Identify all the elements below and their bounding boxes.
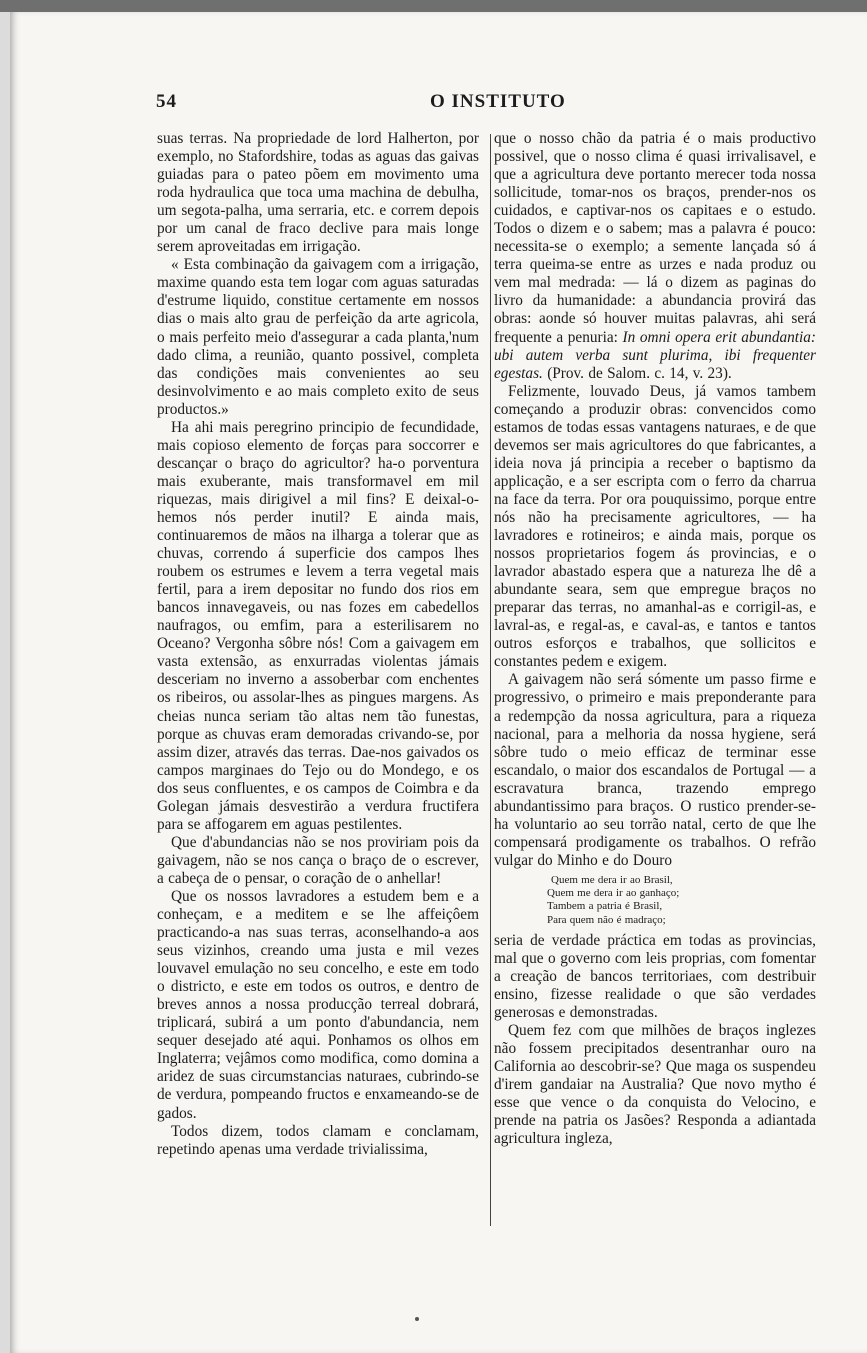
paragraph: A gaivagem não será sómente um passo firme e progressivo, o primeiro e mais preponderante para a redempção da nossa agricultura, para a riqueza nacional, para a melhoria da nossa hygiene, será sôbre tudo o meio efficaz de terminar esse escandalo, o maior dos escandalos de Portugal — a escravatura branca, trazendo emprego abundantissimo para braços. O rustico prender-se-ha voluntario ao seu torrão natal, certo de que lhe compensará prodigamente os trabalhos. O refrão vulgar do Minho e do Douro xyxy=(494,671,816,869)
paragraph: Ha ahi mais peregrino principio de fecundidade, mais copioso elemento de forças para soccorrer e descançar o braço do agricultor? ha-o porventura mais exuberante, mais transformavel em mil riquezas, mais dirigivel a mil fins? E deixal-o-hemos nós perder inutil? E ainda mais, continuaremos de mãos na ilharga a tolerar que as chuvas, correndo á superficie dos campos lhes roubem os estrumes e levem a terra vegetal mais fertil, para a irem depositar no fundo dos rios em bancos innavegaveis, ou nas fozes em cabedellos naufragos, ou emfim, para a esterilisarem no Oceano? Vergonha sôbre nós! Com a gaivagem em vasta extensão, as enxurradas violentas jámais desceriam no inverno a assoberbar com enchentes os ribeiros, ou assolar-lhes as pingues margens. As cheias nunca seriam tão altas nem tão funestas, porque as chuvas eram demoradas crivando-se, por assim dizer, através das terras. Dae-nos gaivados os campos marginaes do Tejo ou do Mondego, e os dos seus confluentes, e os campos de Coimbra e da Golegan jámais desvestirão a verdura fructifera para se affogarem em aguas pestilentes. xyxy=(157,418,479,833)
paragraph: Quem fez com que milhões de braços inglezes não fossem precipitados desentranhar ouro na California ao descobrir-se? Que maga os suspendeu d'irem gandaiar na Australia? Que novo mytho é esse que vence o da conquista do Velocino, e prende na patria os Jasões? Responda a adiantada agricultura ingleza, xyxy=(494,1021,816,1148)
paragraph-text: que o nosso chão da patria é o mais productivo possivel, que o nosso clima é quasi irrivalisavel, e que a agricultura deve portanto merecer toda nossa sollicitude, tomar-nos os braços, prender-nos os cuidados, e captivar-nos os capitaes e o estudo. Todos o dizem e o sabem; mas a palavra é pouco: necessita-se o exemplo; a semente lançada só á terra queima-se entre as urzes e nada produz ou vem mal medrada: — lá o dizem as paginas do livro da humanidade: a abundancia provirá das obras: aonde só houver muitas palavras, ahi será frequente a penuria: xyxy=(494,130,816,346)
paragraph: Que d'abundancias não se nos proviriam pois da gaivagem, não se nos cança o braço de o escrever, a cabeça de o pensar, o coração de o anhellar! xyxy=(157,833,479,887)
book-page xyxy=(10,12,867,1353)
paragraph: seria de verdade práctica em todas as provincias, mal que o governo com leis proprias, com fomentar a creação de bancos territoriaes, com destribuir ensino, fizesse realidade o que são verdades generosas e demonstradas. xyxy=(494,931,816,1021)
verse-line: Quem me dera ir ao ganhaço; xyxy=(547,887,680,900)
scan-edge xyxy=(0,0,867,12)
folk-verse xyxy=(547,873,816,927)
paragraph xyxy=(494,130,816,383)
bible-citation: (Prov. de Salom. c. 14, v. 23). xyxy=(547,364,732,382)
column-divider xyxy=(490,134,491,1226)
verse-line: Para quem não é madraço; xyxy=(547,913,666,926)
print-mark xyxy=(415,1317,419,1321)
verse-line: Tambem a patria é Brasil, xyxy=(547,900,663,913)
page-number: 54 xyxy=(156,91,177,112)
paragraph: « Esta combinação da gaivagem com a irrigação, maxime quando esta tem logar com aguas saturadas d'estrume liquido, constitue certamente em nossos dias o mais alto grau de perfeição da arte agricola, o mais perfeito meio d'assegurar a cada planta,'num dado clima, a reunião, quanto possivel, completa das condições mais convenientes ao seu desinvolvimento e ao mais completo exito de seus productos.» xyxy=(157,256,479,418)
left-column xyxy=(157,130,479,1159)
running-title: O INSTITUTO xyxy=(430,91,566,112)
paragraph: Todos dizem, todos clamam e conclamam, repetindo apenas uma verdade trivialissima, xyxy=(157,1122,479,1158)
verse-line: Quem me dera ir ao Brasil, xyxy=(551,873,673,886)
right-column xyxy=(494,130,816,1148)
paragraph: Que os nossos lavradores a estudem bem e a conheçam, e a meditem e se lhe affeiçôem practicando-a nas suas terras, aconselhando-a aos seus vizinhos, creando uma justa e mil vezes louvavel emulação no seu concelho, e este em todo o districto, e este em todos os outros, e dentro de breves annos a nossa producção terreal dobrará, triplicará, subirá a um ponto d'abundancia, nem sequer desejado até aqui. Ponhamos os olhos em Inglaterra; vejâmos como modifica, como domina a aridez de suas circumstancias naturaes, cubrindo-se de verdura, pompeando fructos e enxameando-se de gados. xyxy=(157,887,479,1122)
latin-quotation: In omni opera erit abundantia: ubi autem verba sunt plurima, ibi frequenter egestas. xyxy=(494,328,817,382)
paragraph: suas terras. Na propriedade de lord Halherton, por exemplo, no Stafordshire, todas as aguas das gaivas guiadas para o pateo põem em movimento uma roda hydraulica que toca uma machina de debulha, um segota-palha, uma serraria, etc. e correm depois por um canal de fraco declive para mais longe serem aproveitadas em irrigação. xyxy=(157,130,479,256)
paragraph: Felizmente, louvado Deus, já vamos tambem começando a produzir obras: convencidos como estamos de todas essas vantagens naturaes, e de que devemos ser mais agricultores do que fabricantes, a ideia nova já principia a receber o baptismo da applicação, e a ser escripta com o ferro da charrua na face da terra. Por ora pouquissimo, porque entre nós não ha precisamente agricultores, — ha lavradores e rotineiros; e ainda mais, porque os nossos proprietarios fogem ás provincias, e o lavrador abastado espera que a natureza lhe dê a abundante seara, sem que empregue braços no preparar das terras, no amanhal-as e corrigil-as, e lavral-as, e regal-as, e caval-as, e tantos e tantos outros esforços e trabalhos, que sollicitos e constantes pedem e exigem. xyxy=(494,382,816,671)
